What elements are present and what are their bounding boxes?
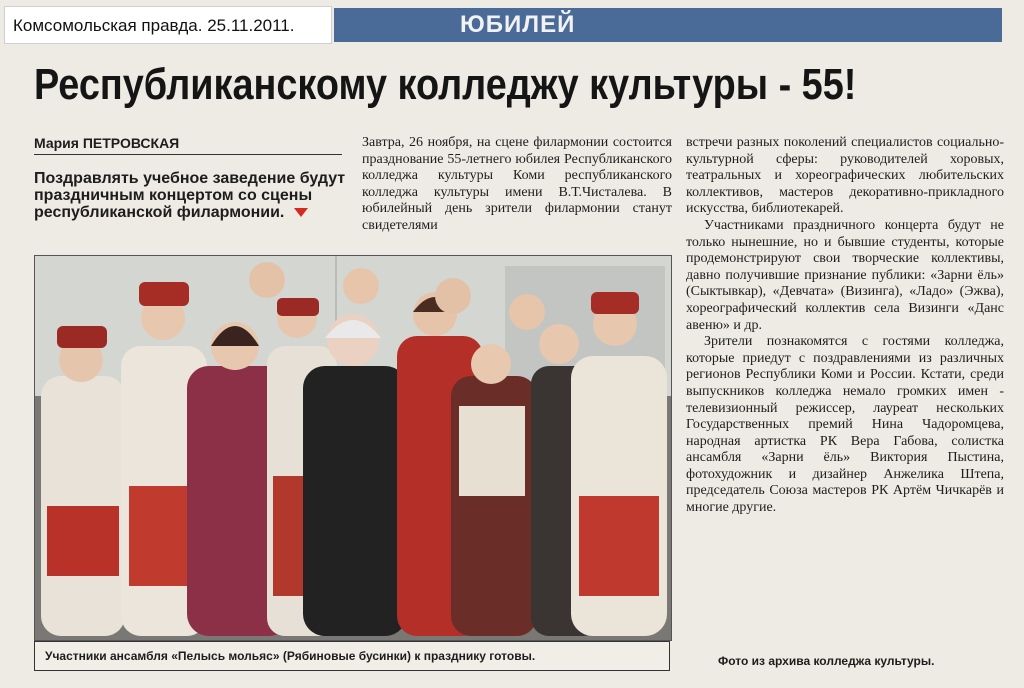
article-paragraph: Участниками праздничного концерта будут не только нынешние, но и бывшие студенты, которые продемонстрируют свои творческие коллективы, давно получившие признание публики: «Зарни ёль» (Сыктывкар), «Девчата» (Визинга), «Ладо» (Эжва), хореографический коллектив села Визинги «Данс авеню» и др.	[686, 217, 1004, 333]
rubric-bar	[334, 8, 1002, 42]
article-paragraph: Зрители познакомятся с гостями колледжа, которые приедут с поздравлениями из различных регионов Республики Коми и России. Кстати, среди выпускников колледжа немало громких имен - телевизионный режиссер, лауреат нескольких Государственных премий Нина Чадоромцева, народная артистка РК Вера Габова, солистка ансамбля «Зарни ёль» Виктория Пыстина, фотохудожник и дизайнер Анжелика Штепа, председатель Союза мастеров РК Артём Чичкарёв и многие другие.	[686, 334, 1004, 516]
article-paragraph: встречи разных поколений специалистов социально-культурной сферы: руководителей хоровых, театральных и хореографических любительских коллективов, мастеров декоративно-прикладного искусства, библиотекарей.	[686, 135, 1004, 217]
author-divider	[34, 154, 342, 155]
author-byline: Мария ПЕТРОВСКАЯ	[34, 135, 180, 151]
article-column-3	[686, 135, 1004, 517]
article-column-2	[362, 135, 672, 235]
rubric-title: ЮБИЛЕЙ	[460, 11, 576, 38]
lead-text: Поздравлять учебное заведение будут праздничным концертом со сцены республиканской филармонии.	[34, 170, 346, 221]
photo-caption: Участники ансамбля «Пелысь мольяс» (Рябиновые бусинки) к празднику готовы.	[34, 641, 670, 671]
ensemble-photo	[34, 255, 672, 641]
group-photo-illustration	[35, 256, 671, 640]
photo-credit: Фото из архива колледжа культуры.	[718, 654, 935, 668]
triangle-marker-icon	[294, 208, 308, 217]
article-paragraph: Завтра, 26 ноября, на сцене филармонии состоится празднование 55-летнего юбилея Республиканского колледжа культуры Коми республиканского колледжа культуры имени В.Т.Чисталева. В юбилейный день зрители филармонии станут свидетелями	[362, 135, 672, 233]
lead-paragraph	[34, 170, 346, 221]
headline: Республиканскому колледжу культуры - 55!	[34, 60, 857, 109]
source-label: Комсомольская правда. 25.11.2011.	[4, 6, 332, 44]
